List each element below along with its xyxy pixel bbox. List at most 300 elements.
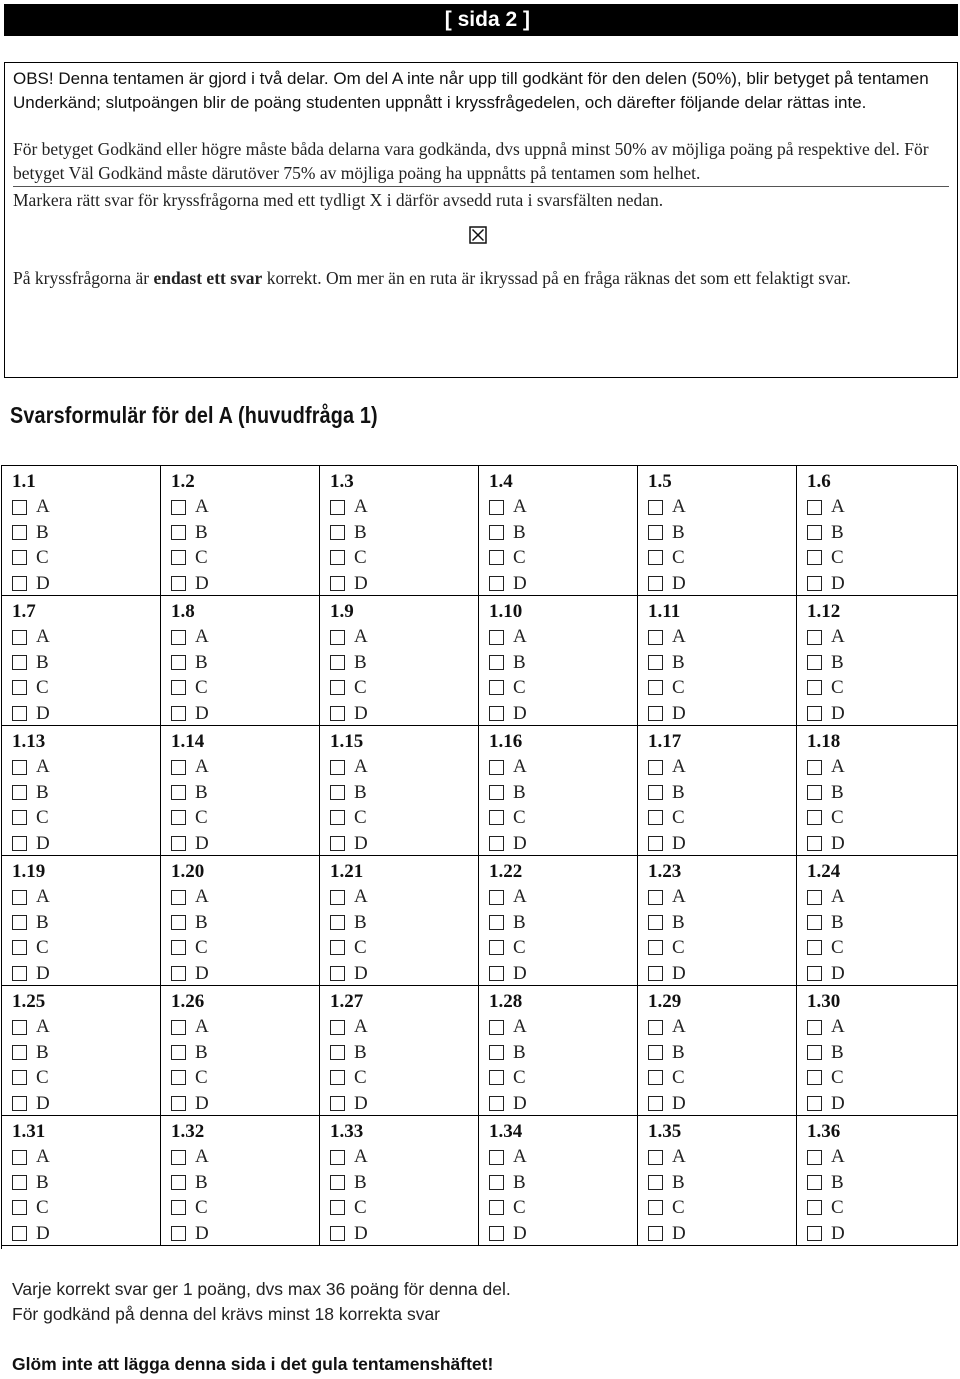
option-label: B: [195, 911, 208, 933]
checkbox[interactable]: [648, 760, 663, 775]
answer-option-d[interactable]: [489, 961, 637, 986]
checkbox[interactable]: [489, 1226, 504, 1241]
question-cell: [320, 986, 479, 1116]
answer-option-a[interactable]: [171, 884, 319, 909]
checkbox[interactable]: [171, 940, 186, 955]
checkbox[interactable]: [171, 706, 186, 721]
checkbox[interactable]: [171, 890, 186, 905]
answer-option-d[interactable]: [330, 1221, 478, 1246]
checkbox[interactable]: [330, 915, 345, 930]
answer-option-d[interactable]: [330, 831, 478, 856]
answer-option-c[interactable]: [12, 805, 160, 830]
checkbox[interactable]: [807, 525, 822, 540]
answer-option-b[interactable]: [12, 780, 160, 805]
checkbox[interactable]: [807, 1200, 822, 1215]
checkbox[interactable]: [171, 915, 186, 930]
answer-option-d[interactable]: [807, 1221, 957, 1246]
answer-option-b[interactable]: [648, 650, 796, 675]
checkbox[interactable]: [489, 810, 504, 825]
checkbox[interactable]: [330, 706, 345, 721]
answer-option-d[interactable]: [807, 701, 957, 726]
answer-option-a[interactable]: [171, 624, 319, 649]
checkbox[interactable]: [330, 680, 345, 695]
checkbox[interactable]: [648, 576, 663, 591]
answer-option-c[interactable]: [648, 935, 796, 960]
answer-option-c[interactable]: [12, 1065, 160, 1090]
checkbox[interactable]: [489, 1200, 504, 1215]
answer-option-c[interactable]: [330, 1195, 478, 1220]
checkbox[interactable]: [648, 655, 663, 670]
answer-option-b[interactable]: [12, 1170, 160, 1195]
checkbox[interactable]: [330, 760, 345, 775]
checkbox[interactable]: [807, 630, 822, 645]
option-label: C: [195, 547, 208, 569]
answer-option-b[interactable]: [648, 780, 796, 805]
answer-option-c[interactable]: [12, 545, 160, 570]
checkbox[interactable]: [330, 1150, 345, 1165]
checkbox[interactable]: [648, 680, 663, 695]
answer-option-a[interactable]: [330, 624, 478, 649]
answer-option-d[interactable]: [171, 571, 319, 596]
checkbox[interactable]: [12, 836, 27, 851]
checkbox[interactable]: [330, 1226, 345, 1241]
checkbox[interactable]: [12, 1150, 27, 1165]
answer-option-c[interactable]: [489, 545, 637, 570]
option-label: B: [195, 781, 208, 803]
checkbox[interactable]: [330, 785, 345, 800]
checkbox[interactable]: [12, 915, 27, 930]
checkbox[interactable]: [171, 810, 186, 825]
checkbox[interactable]: [12, 940, 27, 955]
answer-option-a[interactable]: [648, 624, 796, 649]
checkbox[interactable]: [171, 655, 186, 670]
checkbox[interactable]: [12, 550, 27, 565]
checkbox[interactable]: [171, 760, 186, 775]
answer-option-c[interactable]: [807, 675, 957, 700]
checkbox[interactable]: [807, 706, 822, 721]
checkbox[interactable]: [171, 1070, 186, 1085]
checkbox[interactable]: [807, 1096, 822, 1111]
checkbox[interactable]: [12, 785, 27, 800]
answer-option-a[interactable]: [171, 754, 319, 779]
checkbox[interactable]: [12, 890, 27, 905]
checkbox[interactable]: [330, 1200, 345, 1215]
checkbox[interactable]: [171, 630, 186, 645]
option-label: A: [513, 626, 527, 648]
answer-option-d[interactable]: [171, 1091, 319, 1116]
checkbox[interactable]: [12, 576, 27, 591]
answer-option-d[interactable]: [171, 1221, 319, 1246]
checkbox[interactable]: [489, 1150, 504, 1165]
answer-option-c[interactable]: [12, 935, 160, 960]
answer-option-a[interactable]: [807, 1014, 957, 1039]
answer-option-d[interactable]: [489, 571, 637, 596]
answer-option-d[interactable]: [330, 961, 478, 986]
answer-option-c[interactable]: [489, 935, 637, 960]
answer-option-a[interactable]: [648, 884, 796, 909]
checkbox[interactable]: [489, 915, 504, 930]
checkbox[interactable]: [12, 1200, 27, 1215]
answer-option-b[interactable]: [171, 780, 319, 805]
answer-option-c[interactable]: [171, 675, 319, 700]
answer-option-a[interactable]: [648, 494, 796, 519]
checkbox[interactable]: [489, 785, 504, 800]
answer-option-b[interactable]: [807, 1040, 957, 1065]
answer-option-b[interactable]: [807, 520, 957, 545]
checkbox[interactable]: [489, 836, 504, 851]
answer-option-a[interactable]: [12, 1014, 160, 1039]
answer-option-b[interactable]: [489, 1040, 637, 1065]
checkbox[interactable]: [648, 500, 663, 515]
checkbox[interactable]: [330, 1096, 345, 1111]
checkbox[interactable]: [171, 680, 186, 695]
answer-option-a[interactable]: [171, 494, 319, 519]
checkbox[interactable]: [648, 940, 663, 955]
answer-option-b[interactable]: [171, 1040, 319, 1065]
answer-option-c[interactable]: [489, 1065, 637, 1090]
answer-option-b[interactable]: [12, 910, 160, 935]
checkbox[interactable]: [489, 525, 504, 540]
checkbox[interactable]: [489, 1175, 504, 1190]
checkbox[interactable]: [489, 706, 504, 721]
checkbox[interactable]: [648, 890, 663, 905]
answer-option-d[interactable]: [12, 571, 160, 596]
checkbox[interactable]: [807, 680, 822, 695]
answer-option-c[interactable]: [171, 935, 319, 960]
checkbox[interactable]: [171, 550, 186, 565]
checkbox[interactable]: [171, 1020, 186, 1035]
checkbox[interactable]: [12, 1096, 27, 1111]
answer-option-c[interactable]: [489, 675, 637, 700]
answer-option-a[interactable]: [330, 1014, 478, 1039]
option-label: C: [195, 1197, 208, 1219]
answer-option-a[interactable]: [330, 884, 478, 909]
answer-option-b[interactable]: [807, 1170, 957, 1195]
answer-option-d[interactable]: [12, 1221, 160, 1246]
answer-option-d[interactable]: [807, 571, 957, 596]
answer-option-b[interactable]: [330, 910, 478, 935]
checkbox[interactable]: [807, 940, 822, 955]
answer-option-b[interactable]: [489, 650, 637, 675]
answer-option-a[interactable]: [12, 754, 160, 779]
checkbox[interactable]: [12, 706, 27, 721]
answer-option-c[interactable]: [648, 1195, 796, 1220]
answer-option-c[interactable]: [330, 1065, 478, 1090]
answer-option-b[interactable]: [171, 650, 319, 675]
answer-option-a[interactable]: [12, 494, 160, 519]
answer-option-d[interactable]: [330, 701, 478, 726]
checkbox[interactable]: [489, 550, 504, 565]
checkbox[interactable]: [330, 940, 345, 955]
answer-option-c[interactable]: [807, 1195, 957, 1220]
answer-option-a[interactable]: [489, 494, 637, 519]
checkbox[interactable]: [12, 810, 27, 825]
answer-option-a[interactable]: [12, 624, 160, 649]
checkbox[interactable]: [489, 940, 504, 955]
checkbox[interactable]: [12, 966, 27, 981]
checkbox[interactable]: [807, 785, 822, 800]
checkbox[interactable]: [330, 966, 345, 981]
checkbox[interactable]: [807, 836, 822, 851]
answer-option-c[interactable]: [648, 1065, 796, 1090]
answer-option-a[interactable]: [489, 884, 637, 909]
checkbox[interactable]: [489, 1020, 504, 1035]
checkbox[interactable]: [12, 1045, 27, 1060]
answer-option-d[interactable]: [807, 1091, 957, 1116]
checkbox[interactable]: [171, 500, 186, 515]
checkbox[interactable]: [12, 655, 27, 670]
answer-option-a[interactable]: [330, 754, 478, 779]
answer-option-a[interactable]: [171, 1144, 319, 1169]
answer-option-c[interactable]: [330, 805, 478, 830]
answer-option-c[interactable]: [12, 1195, 160, 1220]
answer-option-b[interactable]: [489, 520, 637, 545]
checkbox[interactable]: [648, 1175, 663, 1190]
checkbox[interactable]: [648, 966, 663, 981]
checkbox[interactable]: [648, 836, 663, 851]
answer-option-a[interactable]: [807, 1144, 957, 1169]
checkbox[interactable]: [12, 500, 27, 515]
answer-option-b[interactable]: [12, 1040, 160, 1065]
answer-option-c[interactable]: [171, 545, 319, 570]
checkbox[interactable]: [12, 525, 27, 540]
checkbox[interactable]: [807, 1150, 822, 1165]
answer-option-a[interactable]: [807, 754, 957, 779]
answer-option-c[interactable]: [171, 1195, 319, 1220]
answer-option-a[interactable]: [330, 494, 478, 519]
question-number: 1.28: [489, 991, 523, 1012]
checkbox[interactable]: [807, 576, 822, 591]
checkbox[interactable]: [171, 966, 186, 981]
answer-option-a[interactable]: [648, 1014, 796, 1039]
checkbox[interactable]: [171, 1150, 186, 1165]
answer-option-d[interactable]: [12, 831, 160, 856]
answer-option-d[interactable]: [489, 1221, 637, 1246]
checkbox[interactable]: [12, 680, 27, 695]
checkbox[interactable]: [489, 1045, 504, 1060]
checkbox[interactable]: [171, 1175, 186, 1190]
checkbox[interactable]: [171, 1200, 186, 1215]
checkbox[interactable]: [648, 706, 663, 721]
answer-option-a[interactable]: [489, 624, 637, 649]
answer-option-c[interactable]: [330, 675, 478, 700]
answer-option-c[interactable]: [807, 545, 957, 570]
answer-option-d[interactable]: [807, 961, 957, 986]
answer-option-d[interactable]: [171, 701, 319, 726]
checkbox[interactable]: [330, 1020, 345, 1035]
answer-option-a[interactable]: [489, 1144, 637, 1169]
option-label: C: [513, 547, 526, 569]
answer-option-d[interactable]: [330, 571, 478, 596]
answer-option-d[interactable]: [489, 1091, 637, 1116]
answer-option-c[interactable]: [648, 805, 796, 830]
answer-option-d[interactable]: [648, 1221, 796, 1246]
checkbox[interactable]: [12, 630, 27, 645]
answer-option-c[interactable]: [489, 1195, 637, 1220]
checkbox[interactable]: [489, 966, 504, 981]
answer-option-d[interactable]: [648, 701, 796, 726]
checkbox[interactable]: [807, 1226, 822, 1241]
checkbox[interactable]: [807, 550, 822, 565]
answer-option-c[interactable]: [807, 935, 957, 960]
answer-option-b[interactable]: [648, 520, 796, 545]
checkbox[interactable]: [171, 785, 186, 800]
checkbox[interactable]: [807, 1175, 822, 1190]
answer-option-c[interactable]: [807, 805, 957, 830]
checkbox[interactable]: [648, 785, 663, 800]
answer-option-b[interactable]: [648, 1040, 796, 1065]
answer-option-a[interactable]: [807, 884, 957, 909]
checkbox[interactable]: [807, 655, 822, 670]
answer-option-a[interactable]: [807, 624, 957, 649]
checkbox[interactable]: [330, 836, 345, 851]
answer-option-a[interactable]: [807, 494, 957, 519]
answer-option-c[interactable]: [489, 805, 637, 830]
checkbox[interactable]: [648, 1096, 663, 1111]
checkbox[interactable]: [648, 550, 663, 565]
answer-option-d[interactable]: [648, 1091, 796, 1116]
answer-option-c[interactable]: [171, 1065, 319, 1090]
checkbox[interactable]: [171, 1226, 186, 1241]
checkbox[interactable]: [12, 1226, 27, 1241]
checkbox[interactable]: [648, 630, 663, 645]
checkbox[interactable]: [807, 1020, 822, 1035]
checkbox[interactable]: [648, 1070, 663, 1085]
checkbox[interactable]: [12, 1175, 27, 1190]
checkbox[interactable]: [12, 1020, 27, 1035]
answer-option-c[interactable]: [648, 675, 796, 700]
checkbox[interactable]: [330, 630, 345, 645]
checkbox[interactable]: [330, 655, 345, 670]
answer-option-a[interactable]: [330, 1144, 478, 1169]
answer-option-b[interactable]: [648, 910, 796, 935]
answer-option-c[interactable]: [330, 545, 478, 570]
checkbox[interactable]: [807, 1045, 822, 1060]
checkbox[interactable]: [489, 1096, 504, 1111]
answer-option-b[interactable]: [489, 1170, 637, 1195]
checkbox[interactable]: [807, 915, 822, 930]
checkbox[interactable]: [489, 760, 504, 775]
checkbox[interactable]: [489, 1070, 504, 1085]
answer-option-b[interactable]: [330, 1170, 478, 1195]
option-label: C: [195, 937, 208, 959]
answer-option-d[interactable]: [171, 961, 319, 986]
option-label: A: [354, 756, 368, 778]
checkbox[interactable]: [807, 500, 822, 515]
checkbox[interactable]: [12, 760, 27, 775]
checkbox[interactable]: [330, 576, 345, 591]
answer-option-b[interactable]: [171, 1170, 319, 1195]
checkbox[interactable]: [330, 525, 345, 540]
answer-option-a[interactable]: [648, 754, 796, 779]
answer-option-c[interactable]: [171, 805, 319, 830]
answer-option-b[interactable]: [330, 520, 478, 545]
checkbox[interactable]: [807, 890, 822, 905]
checkbox[interactable]: [171, 1096, 186, 1111]
answer-option-b[interactable]: [489, 780, 637, 805]
answer-option-d[interactable]: [330, 1091, 478, 1116]
answer-option-d[interactable]: [12, 1091, 160, 1116]
checkbox[interactable]: [330, 1045, 345, 1060]
checkbox[interactable]: [171, 525, 186, 540]
answer-option-d[interactable]: [12, 701, 160, 726]
checkbox[interactable]: [648, 915, 663, 930]
answer-option-a[interactable]: [12, 884, 160, 909]
checkbox[interactable]: [489, 680, 504, 695]
checkbox[interactable]: [489, 655, 504, 670]
checkbox[interactable]: [171, 576, 186, 591]
answer-option-b[interactable]: [330, 780, 478, 805]
checkbox[interactable]: [330, 1070, 345, 1085]
checkbox[interactable]: [648, 1020, 663, 1035]
checkbox[interactable]: [648, 525, 663, 540]
grade-requirements-pass: För betyget Godkänd eller högre måste båda delarna vara godkända, dvs uppnå minst 50% av möjliga poäng på respektive del.: [13, 139, 900, 159]
answer-option-d[interactable]: [648, 961, 796, 986]
answer-option-a[interactable]: [12, 1144, 160, 1169]
checkbox[interactable]: [648, 1045, 663, 1060]
answer-option-b[interactable]: [648, 1170, 796, 1195]
checkbox[interactable]: [648, 1150, 663, 1165]
answer-option-a[interactable]: [489, 1014, 637, 1039]
answer-option-b[interactable]: [330, 1040, 478, 1065]
checkbox[interactable]: [807, 810, 822, 825]
answer-option-b[interactable]: [807, 650, 957, 675]
checkbox[interactable]: [171, 836, 186, 851]
checkbox[interactable]: [489, 500, 504, 515]
answer-option-d[interactable]: [489, 831, 637, 856]
answer-option-b[interactable]: [807, 780, 957, 805]
checkbox[interactable]: [648, 1200, 663, 1215]
checkbox[interactable]: [489, 890, 504, 905]
answer-option-b[interactable]: [12, 650, 160, 675]
answer-option-b[interactable]: [489, 910, 637, 935]
checkbox[interactable]: [171, 1045, 186, 1060]
checkbox[interactable]: [330, 890, 345, 905]
answer-option-d[interactable]: [648, 571, 796, 596]
answer-option-d[interactable]: [489, 701, 637, 726]
answer-option-a[interactable]: [171, 1014, 319, 1039]
checkbox[interactable]: [807, 1070, 822, 1085]
checkbox[interactable]: [12, 1070, 27, 1085]
answer-option-b[interactable]: [330, 650, 478, 675]
checkbox[interactable]: [807, 966, 822, 981]
answer-option-c[interactable]: [330, 935, 478, 960]
checkbox[interactable]: [330, 550, 345, 565]
checkbox[interactable]: [330, 500, 345, 515]
answer-option-d[interactable]: [171, 831, 319, 856]
answer-option-a[interactable]: [648, 1144, 796, 1169]
checkbox[interactable]: [330, 810, 345, 825]
answer-option-b[interactable]: [12, 520, 160, 545]
question-cell: [797, 1116, 958, 1246]
answer-option-d[interactable]: [648, 831, 796, 856]
answer-option-a[interactable]: [489, 754, 637, 779]
answer-option-d[interactable]: [12, 961, 160, 986]
answer-option-b[interactable]: [171, 910, 319, 935]
answer-option-b[interactable]: [171, 520, 319, 545]
answer-option-c[interactable]: [12, 675, 160, 700]
checkbox[interactable]: [648, 1226, 663, 1241]
answer-option-c[interactable]: [648, 545, 796, 570]
checkbox[interactable]: [330, 1175, 345, 1190]
checkbox[interactable]: [489, 630, 504, 645]
checkbox[interactable]: [648, 810, 663, 825]
answer-option-c[interactable]: [807, 1065, 957, 1090]
answer-option-b[interactable]: [807, 910, 957, 935]
answer-option-d[interactable]: [807, 831, 957, 856]
checkbox[interactable]: [489, 576, 504, 591]
checkbox[interactable]: [807, 760, 822, 775]
